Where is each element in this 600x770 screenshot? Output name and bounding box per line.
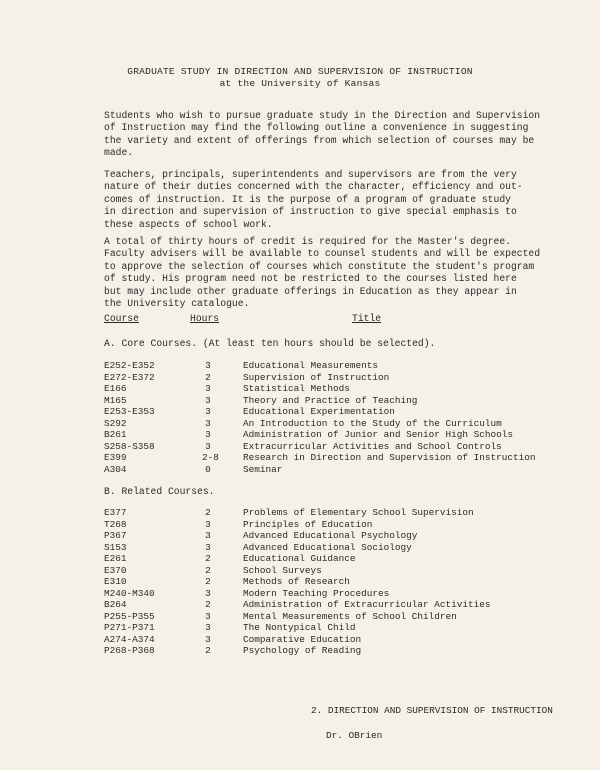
column-header-title: Title <box>352 313 382 324</box>
course-row <box>104 576 564 588</box>
course-title: Theory and Practice of Teaching <box>243 394 418 406</box>
course-code: E399 <box>104 452 127 463</box>
course-row <box>104 406 564 418</box>
course-code: M240-M340 <box>104 587 155 599</box>
course-row <box>104 530 564 542</box>
course-code: P271-P371 <box>104 622 155 633</box>
course-code: S292 <box>104 417 127 429</box>
course-row <box>104 565 564 577</box>
course-hours: 3 <box>205 622 211 633</box>
course-row <box>104 507 564 519</box>
course-title: An Introduction to the Study of the Curriculum <box>243 417 502 429</box>
course-title: Modern Teaching Procedures <box>243 587 390 599</box>
course-hours: 2 <box>205 599 211 610</box>
course-row <box>104 429 564 441</box>
course-row <box>104 360 564 372</box>
course-hours: 3 <box>205 633 211 645</box>
course-title: Administration of Extracurricular Activities <box>243 599 491 610</box>
course-title: Mental Measurements of School Children <box>243 610 457 622</box>
course-title: Advanced Educational Sociology <box>243 541 412 553</box>
course-hours: 3 <box>205 587 211 599</box>
course-title: Research in Direction and Supervision of Instruction <box>243 452 536 463</box>
course-title: Statistical Methods <box>243 383 350 394</box>
course-row <box>104 611 564 623</box>
course-title: Comparative Education <box>243 633 362 645</box>
course-title: Seminar <box>243 463 283 475</box>
course-title: Educational Guidance <box>243 553 356 564</box>
requirements-paragraph: A total of thirty hours of credit is required for the Master's degree. Faculty advisers will be available to counsel students and will be expected to approve the selection of courses which constitute the student's program of study. His program need not be restricted to the courses listed here but may include other graduate offerings in Education as they appear in the University catalogue. <box>104 236 541 310</box>
course-title: Educational Experimentation <box>243 406 395 417</box>
course-row <box>104 622 564 634</box>
course-row <box>104 383 564 395</box>
column-header-course: Course <box>104 313 139 324</box>
course-hours: 2 <box>205 564 211 576</box>
course-title: School Surveys <box>243 564 322 576</box>
course-hours: 3 <box>205 360 211 371</box>
document-subtitle: at the University of Kansas <box>219 78 381 89</box>
course-row <box>104 599 564 611</box>
course-code: E252-E352 <box>104 360 155 371</box>
course-code: E272-E372 <box>104 371 155 383</box>
course-hours: 3 <box>205 417 211 429</box>
course-hours: 2 <box>205 553 211 564</box>
core-courses-heading: A. Core Courses. (At least ten hours should be selected). <box>104 338 436 349</box>
course-code: S258-S358 <box>104 440 155 452</box>
course-row <box>104 452 564 464</box>
course-hours: 3 <box>205 383 211 394</box>
course-title: Psychology of Reading <box>243 645 362 656</box>
course-hours: 0 <box>205 463 211 475</box>
column-header-hours: Hours <box>190 313 220 324</box>
course-code: S153 <box>104 541 127 553</box>
course-code: M165 <box>104 394 127 406</box>
course-code: P268-P368 <box>104 645 155 656</box>
course-code: T268 <box>104 518 127 530</box>
course-row <box>104 553 564 565</box>
course-row <box>104 464 564 476</box>
course-hours: 2-8 <box>202 452 219 463</box>
course-code: E370 <box>104 564 127 576</box>
course-title: Extracurricular Activities and School Controls <box>243 440 502 452</box>
course-code: B264 <box>104 599 127 610</box>
course-title: Advanced Educational Psychology <box>243 530 418 541</box>
course-row <box>104 395 564 407</box>
course-row <box>104 519 564 531</box>
course-code: E166 <box>104 383 127 394</box>
course-code: E377 <box>104 507 127 518</box>
course-row <box>104 441 564 453</box>
course-code: P367 <box>104 530 127 541</box>
course-row <box>104 542 564 554</box>
course-code: E310 <box>104 576 127 587</box>
course-hours: 3 <box>205 440 211 452</box>
course-code: B261 <box>104 429 127 440</box>
course-code: A274-A374 <box>104 633 155 645</box>
footer-author: Dr. OBrien <box>326 730 383 741</box>
course-row <box>104 634 564 646</box>
course-row <box>104 645 564 657</box>
course-title: Educational Measurements <box>243 360 379 371</box>
course-hours: 3 <box>205 518 211 530</box>
course-row <box>104 418 564 430</box>
intro-paragraph: Students who wish to pursue graduate study in the Direction and Supervision of Instruction may find the following outline a convenience in suggesting the variety and extent of offerings from which selection of courses may be made. <box>104 110 541 159</box>
course-code: A304 <box>104 463 127 475</box>
purpose-paragraph: Teachers, principals, superintendents and supervisors are from the very nature of their duties concerned with the character, efficiency and out- comes of instruction. It is the purpose of a program of graduate study in direction and supervision of instruction to give special emphasis to these aspects of school work. <box>104 169 523 230</box>
document-title: GRADUATE STUDY IN DIRECTION AND SUPERVISION OF INSTRUCTION <box>127 66 473 77</box>
course-hours: 2 <box>205 645 211 656</box>
course-hours: 3 <box>205 541 211 553</box>
course-title: Supervision of Instruction <box>243 371 390 383</box>
course-hours: 3 <box>205 429 211 440</box>
course-title: Methods of Research <box>243 576 350 587</box>
course-title: Principles of Education <box>243 518 373 530</box>
course-hours: 2 <box>205 371 211 383</box>
course-hours: 3 <box>205 530 211 541</box>
course-code: P255-P355 <box>104 610 155 622</box>
course-title: Problems of Elementary School Supervision <box>243 507 474 518</box>
course-hours: 2 <box>205 507 211 518</box>
course-code: E253-E353 <box>104 406 155 417</box>
related-courses-heading: B. Related Courses. <box>104 486 215 497</box>
course-row <box>104 588 564 600</box>
related-courses-list <box>104 507 564 657</box>
core-courses-list <box>104 360 564 475</box>
course-hours: 2 <box>205 576 211 587</box>
course-hours: 3 <box>205 394 211 406</box>
course-hours: 3 <box>205 610 211 622</box>
course-hours: 3 <box>205 406 211 417</box>
footer-section-title: 2. DIRECTION AND SUPERVISION OF INSTRUCTION <box>311 705 553 716</box>
course-row <box>104 372 564 384</box>
course-title: The Nontypical Child <box>243 622 356 633</box>
course-code: E261 <box>104 553 127 564</box>
course-title: Administration of Junior and Senior High Schools <box>243 429 514 440</box>
